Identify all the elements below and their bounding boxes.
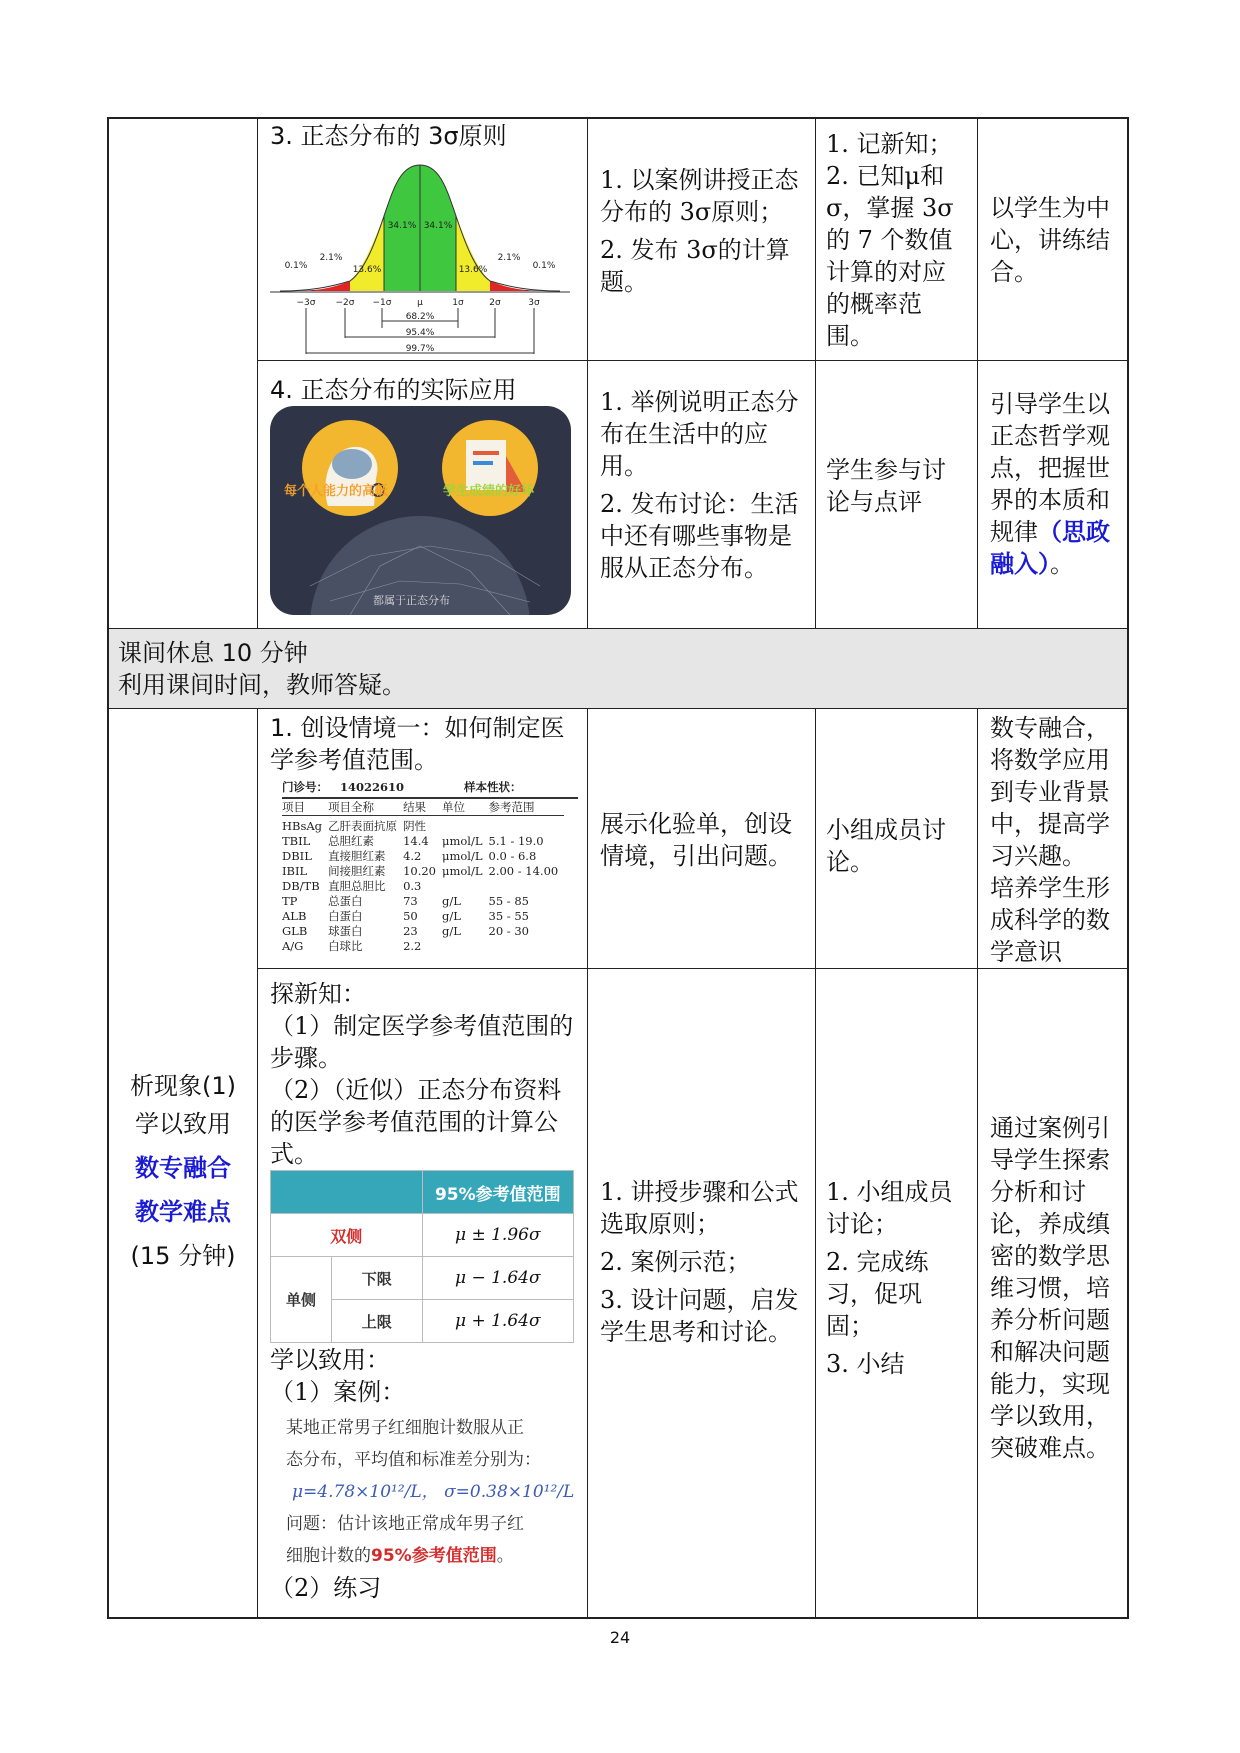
- label-center-right: 34.1%: [423, 221, 453, 231]
- ref-header-empty: [271, 1171, 423, 1214]
- stage-cell: [109, 1070, 257, 1272]
- caption-ability: 每个人能力的高低: [284, 484, 389, 499]
- case-line: 问题：估计该地正常成年男子红: [286, 1514, 524, 1534]
- content-title-3sigma: 3. 正态分布的 3σ原则: [270, 122, 507, 150]
- explore-block: [270, 978, 580, 1170]
- lab-col-header: 项目全称: [328, 800, 375, 814]
- student-activity-application: 学生参与讨论与点评: [826, 456, 946, 516]
- break-title: 课间休息 10 分钟: [118, 639, 308, 667]
- col-line: [977, 117, 978, 629]
- design-intent-3sigma: 以学生为中心，讲练结合。: [990, 194, 1110, 286]
- lab-header-id: 14022610: [340, 780, 405, 794]
- label-mid-right: 13.6%: [458, 265, 488, 275]
- practice-label: （2）练习: [270, 1574, 382, 1602]
- case-example: [286, 1412, 578, 1572]
- tick-label: −3σ: [296, 298, 316, 308]
- teacher-item: 1. 以案例讲授正态分布的 3σ原则；: [600, 166, 799, 226]
- case-text: 。: [496, 1546, 514, 1566]
- case-highlight: 95%参考值范围: [371, 1546, 497, 1566]
- label-mid-left: 13.6%: [352, 265, 382, 275]
- teacher-activity-application: [600, 386, 805, 590]
- tick-label: 1σ: [452, 298, 464, 308]
- col-line: [815, 708, 816, 1618]
- teacher-item: 1. 讲授步骤和公式选取原则；: [600, 1178, 799, 1238]
- col-line: [977, 708, 978, 1618]
- lab-header-label: 门诊号：: [282, 780, 328, 794]
- col-line: [587, 117, 588, 629]
- table-top-border: [107, 117, 1129, 119]
- ideology-highlight: （思政融入）: [990, 517, 1110, 578]
- lab-report-sheet: [282, 780, 578, 954]
- student-activity-scenario: 小组成员讨论。: [826, 816, 946, 876]
- range-95: 95.4%: [405, 328, 435, 338]
- ref-upper-val: μ + 1.64σ: [422, 1300, 573, 1343]
- normal-distribution-chart: [270, 158, 570, 358]
- ref-two-sided: 双侧: [271, 1214, 423, 1257]
- ref-header: 95%参考值范围: [422, 1171, 573, 1214]
- explore-title: 探新知：: [270, 980, 366, 1008]
- label-tail-right: 2.1%: [497, 253, 521, 263]
- lab-col-header: 单位: [442, 800, 465, 814]
- col-line: [257, 708, 258, 1618]
- label-tail-left: 2.1%: [319, 253, 343, 263]
- case-line: 态分布，平均值和标准差分别为：: [286, 1450, 541, 1470]
- lab-row: GLB 球蛋白 23 g/L 20 - 30: [282, 924, 529, 938]
- table-bottom-border: [107, 1617, 1129, 1619]
- stage-line: 析现象(1): [130, 1072, 236, 1100]
- table-right-border: [1127, 117, 1129, 1619]
- teacher-activity-3sigma: [600, 164, 805, 304]
- lab-row: IBIL 间接胆红素 10.20 μmol/L 2.00 - 14.00: [282, 864, 559, 878]
- stage-highlight: 教学难点: [135, 1198, 231, 1226]
- ref-upper: 上限: [332, 1300, 423, 1343]
- illustration-graphic: [270, 406, 571, 615]
- label-far-right: 0.1%: [532, 261, 556, 271]
- lab-column-headers: [282, 800, 564, 816]
- case-line: [286, 1540, 578, 1572]
- student-item: 3. 小结: [826, 1350, 905, 1378]
- design-intent-scenario: 数专融合，将数学应用到专业背景中，提高学习兴趣。 培养学生形成科学的数学意识: [990, 714, 1110, 966]
- explore-item: （2）（近似）正态分布资料的医学参考值范围的计算公式。: [270, 1076, 562, 1168]
- lab-row: ALB 白蛋白 50 g/L 35 - 55: [282, 909, 529, 923]
- page-number: 24: [609, 1628, 631, 1647]
- caption-grades: 学生成绩的好坏: [443, 484, 535, 499]
- lab-row: TBIL 总胆红素 14.4 μmol/L 5.1 - 19.0: [282, 834, 544, 848]
- range-68: 68.2%: [405, 312, 435, 322]
- stage-line: 学以致用: [135, 1110, 231, 1138]
- tick-label: −2σ: [335, 298, 355, 308]
- col-line: [257, 117, 258, 629]
- student-item: 1. 小组成员讨论；: [826, 1178, 953, 1238]
- content-title-application: 4. 正态分布的实际应用: [270, 376, 517, 404]
- case-formula: μ=4.78×10¹²/L， σ=0.38×10¹²/L: [292, 1482, 575, 1502]
- reference-range-table: [270, 1170, 574, 1343]
- intent-suffix: 。: [1050, 550, 1074, 578]
- student-activity-explore: [826, 1176, 968, 1386]
- lab-header: [282, 780, 578, 795]
- design-intent-application: [990, 388, 1118, 580]
- row-line: [107, 708, 1128, 709]
- stage-highlight: 数专融合: [135, 1154, 231, 1182]
- lab-row: HBsAg 乙肝表面抗原 阴性: [282, 819, 427, 833]
- student-activity-3sigma: 1. 记新知； 2. 已知μ和σ，掌握 3σ的 7 个数值计算的对应的概率范围。: [826, 130, 954, 350]
- teacher-item: 3. 设计问题，启发学生思考和讨论。: [600, 1286, 799, 1346]
- content-title-scenario: 1. 创设情境一：如何制定医学参考值范围。: [270, 714, 565, 774]
- lab-row: DBIL 直接胆红素 4.2 μmol/L 0.0 - 6.8: [282, 849, 537, 863]
- ref-lower-val: μ − 1.64σ: [422, 1257, 573, 1300]
- caption-normal: 都属于正态分布: [373, 594, 450, 607]
- tick-label: −1σ: [372, 298, 392, 308]
- lab-row: A/G 白球比 2.2: [282, 939, 422, 953]
- intent-text: 引导学生以正态哲学观点，把握世界的本质和规律: [990, 390, 1110, 546]
- teacher-item: 2. 发布讨论：生活中还有哪些事物是服从正态分布。: [600, 490, 799, 582]
- teacher-item: 2. 案例示范；: [600, 1248, 751, 1276]
- label-far-left: 0.1%: [284, 261, 308, 271]
- explore-item: （1）制定医学参考值范围的步骤。: [270, 1012, 574, 1072]
- student-item: 2. 完成练习，促巩固；: [826, 1248, 929, 1340]
- ref-lower: 下限: [332, 1257, 423, 1300]
- tick-label: μ: [417, 298, 423, 308]
- lab-col-header: 项目: [282, 800, 305, 814]
- break-note: 利用课间时间，教师答疑。: [118, 671, 406, 699]
- lab-table: [282, 800, 564, 954]
- stage-time: (15 分钟): [130, 1242, 236, 1270]
- design-intent-explore: 通过案例引导学生探索分析和讨论，养成缜密的数学思维习惯，培养分析问题和解决问题能力，实现学以致用，突破难点。: [990, 1114, 1110, 1462]
- row-line: [257, 968, 1128, 969]
- col-line: [587, 708, 588, 1618]
- lab-row: DB/TB 直胆总胆比 0.3: [282, 879, 422, 893]
- teacher-activity-scenario: 展示化验单，创设情境，引出问题。: [600, 810, 792, 870]
- teacher-item: 1. 举例说明正态分布在生活中的应用。: [600, 388, 799, 480]
- table-left-border: [107, 117, 109, 1619]
- teacher-item: 2. 发布 3σ的计算题。: [600, 236, 790, 296]
- ref-one-sided: 单侧: [271, 1257, 332, 1343]
- tick-label: 3σ: [528, 298, 540, 308]
- lab-col-header: 参考范围: [488, 800, 535, 814]
- ref-two-val: μ ± 1.96σ: [422, 1214, 573, 1257]
- lab-rule: [282, 797, 578, 799]
- lab-col-header: 结果: [403, 800, 427, 814]
- tick-label: 2σ: [489, 298, 501, 308]
- col-line: [815, 117, 816, 629]
- application-illustration: [270, 406, 571, 615]
- label-center-left: 34.1%: [387, 221, 417, 231]
- lab-header-sample: 样本性状：: [464, 780, 522, 794]
- row-line: [257, 360, 1128, 361]
- apply-title: 学以致用：: [270, 1346, 390, 1374]
- case-text: 细胞计数的: [286, 1546, 371, 1566]
- lab-row: TP 总蛋白 73 g/L 55 - 85: [282, 894, 529, 908]
- range-99: 99.7%: [405, 344, 435, 354]
- case-line: 某地正常男子红细胞计数服从正: [286, 1418, 524, 1438]
- teacher-activity-explore: [600, 1176, 805, 1354]
- case-label: （1）案例：: [270, 1378, 406, 1406]
